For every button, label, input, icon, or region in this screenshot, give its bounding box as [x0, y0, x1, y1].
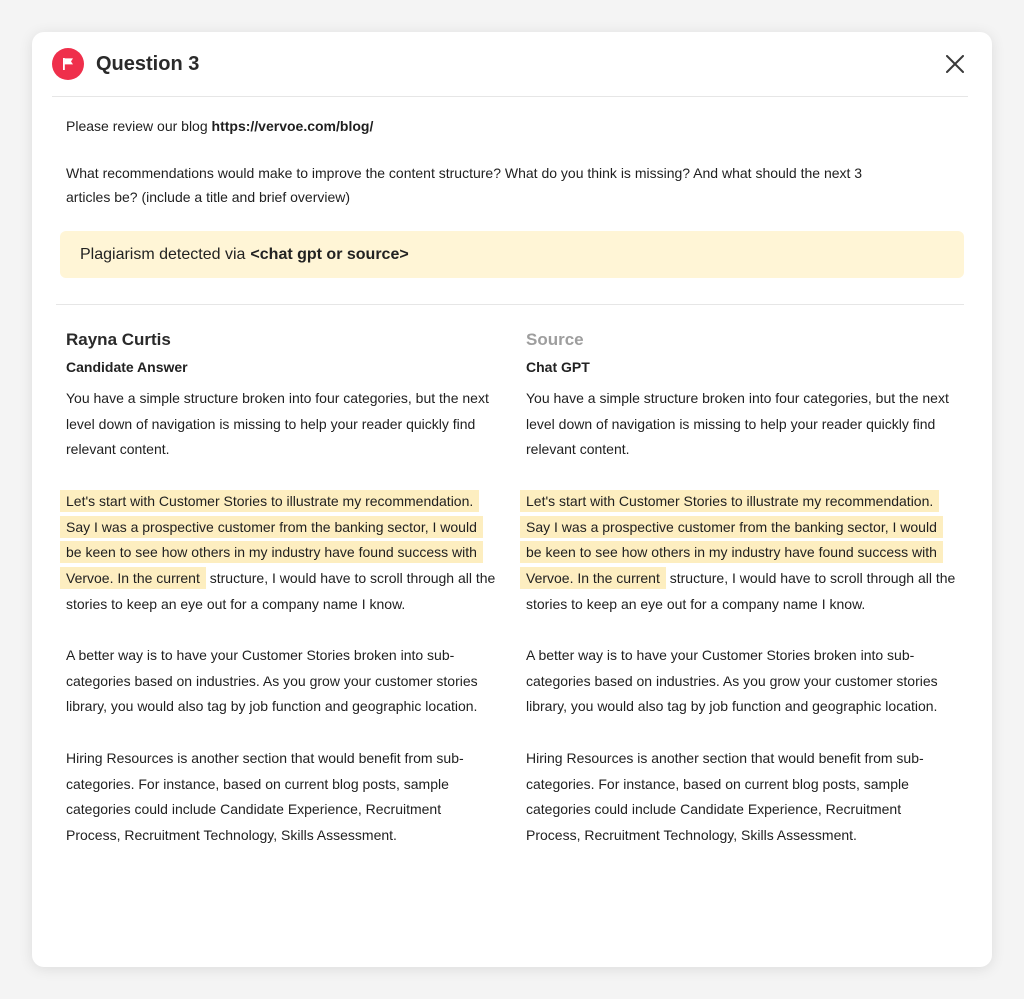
- source-heading: Source: [526, 330, 584, 349]
- answer-text: structure, I would have to scroll through all the stories to keep an eye out for a company name I know.: [66, 569, 496, 612]
- alert-source: <chat gpt or source>: [250, 245, 409, 263]
- plagiarism-alert: [60, 231, 964, 278]
- candidate-answer-label: Candidate Answer: [66, 359, 188, 375]
- alert-text: Plagiarism detected via: [80, 245, 246, 263]
- answer-paragraph: A better way is to have your Customer Stories broken into sub-categories based on industries. As you grow your customer stories library, you would also tag by job function and geographic location.: [66, 647, 478, 715]
- source-paragraph: You have a simple structure broken into four categories, but the next level down of navigation is missing to help your reader quickly find relevant content.: [526, 390, 949, 458]
- candidate-name: Rayna Curtis: [66, 330, 171, 349]
- plagiarism-highlight: Let's start with Customer Stories to illustrate my recommendation. Say I was a prospective customer from the banking sector, I would be keen to see how others in my industry have found success with Vervoe. In the current: [60, 490, 483, 589]
- close-icon[interactable]: [946, 55, 964, 73]
- source-paragraph-highlighted: [526, 489, 956, 618]
- answer-paragraph: You have a simple structure broken into four categories, but the next level down of navigation is missing to help your reader quickly find relevant content.: [66, 390, 489, 458]
- candidate-column: [66, 328, 496, 874]
- source-text: structure, I would have to scroll through all the stories to keep an eye out for a company name I know.: [526, 569, 956, 612]
- question-line-1: What recommendations would make to improve the content structure? What do you think is missing? And what should the next 3: [66, 165, 863, 181]
- answer-paragraph: Hiring Resources is another section that would benefit from sub-categories. For instance, based on current blog posts, sample categories could include Candidate Experience, Recruitment Process, Recruitment Technology, Skills Assessment.: [66, 749, 464, 843]
- question-line-2: articles be? (include a title and brief overview): [66, 189, 351, 205]
- source-paragraph: Hiring Resources is another section that would benefit from sub-categories. For instance, based on current blog posts, sample categories could include Candidate Experience, Recruitment Process, Recruitment Technology, Skills Assessment.: [526, 749, 924, 843]
- candidate-answer: [66, 386, 496, 849]
- divider: [56, 304, 964, 305]
- close-button[interactable]: [942, 51, 968, 77]
- source-column: [526, 328, 956, 874]
- source-answer: [526, 386, 956, 849]
- source-paragraph: A better way is to have your Customer Stories broken into sub-categories based on industries. As you grow your customer stories library, you would also tag by job function and geographic location.: [526, 647, 938, 715]
- question-modal: [32, 32, 992, 967]
- answer-paragraph-highlighted: [66, 489, 496, 618]
- page-title: Question 3: [96, 52, 200, 75]
- plagiarism-highlight: Let's start with Customer Stories to illustrate my recommendation. Say I was a prospective customer from the banking sector, I would be keen to see how others in my industry have found success with Vervoe. In the current: [520, 490, 943, 589]
- prompt-text: Please review our blog: [66, 118, 212, 134]
- blog-link[interactable]: https://vervoe.com/blog/: [211, 118, 374, 134]
- source-label: Chat GPT: [526, 359, 590, 375]
- modal-header: [52, 32, 968, 97]
- flag-icon: [52, 48, 84, 80]
- question-text: [66, 161, 922, 209]
- prompt-blog-line: [66, 114, 922, 138]
